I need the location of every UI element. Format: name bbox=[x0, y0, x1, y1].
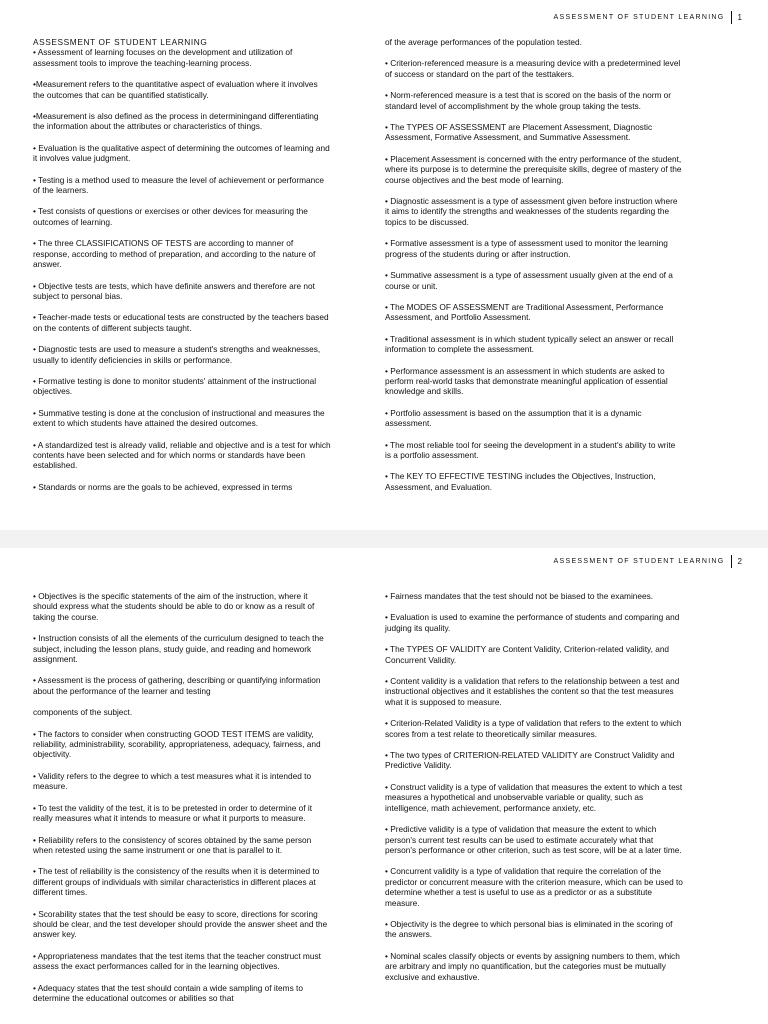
paragraph: • Objectives is the specific statements of the aim of the instruction, where it should express what the students should be able to do or know as a result of taking the course. bbox=[33, 591, 315, 622]
paragraph: • Performance assessment is an assessment in which students are asked to perform real-world tasks that demonstrate meaningful application of essential knowledge and skills. bbox=[385, 365, 668, 397]
paragraph: components of the subject. bbox=[33, 707, 133, 718]
paragraph: • Placement Assessment is concerned with the entry performance of the student, where its purpose is to determine the prerequisite skills, degree of mastery of the course objectives and the best mode of learning. bbox=[385, 153, 682, 185]
paragraph: • Appropriateness mandates that the test items that the teacher construct must assess the exact performances called for in the learning objectives. bbox=[33, 950, 321, 972]
paragraph: • Concurrent validity is a type of validation that require the correlation of the predictor or concurrent measure with the criterion measure, which can be used to determine whether a test is useful to use as a predictor or as a substitute measure. bbox=[385, 866, 683, 908]
paragraph: • Scorability states that the test should be easy to score, directions for scoring should be clear, and the test developer should provide the answer sheet and the answer key. bbox=[33, 908, 328, 940]
paragraph: • Criterion-referenced measure is a measuring device with a predetermined level of success or standard on the part of the testtakers. bbox=[385, 58, 681, 79]
paragraph: • Content validity is a validation that refers to the relationship between a test and instructional objectives and it establishes the content so that the test measures what it is supposed to measure. bbox=[385, 676, 680, 707]
page-header bbox=[554, 11, 742, 24]
document-page-2 bbox=[0, 548, 768, 1024]
document-title: ASSESSMENT OF STUDENT LEARNING bbox=[33, 37, 208, 47]
paragraph: • Summative testing is done at the conclusion of instructional and measures the extent to which students have attained the desired outcomes. bbox=[33, 407, 325, 429]
page-separator bbox=[0, 530, 768, 548]
paragraph: • Construct validity is a type of validation that measures the extent to which a test measures a hypothetical and unobservable variable or quality, such as intelligence, math achievement, performance anxiety, etc. bbox=[385, 781, 683, 813]
paragraph: • The KEY TO EFFECTIVE TESTING includes the Objectives, Instruction, Assessment, and Evaluation. bbox=[385, 471, 656, 492]
header-divider bbox=[731, 11, 732, 24]
paragraph: of the average performances of the population tested. bbox=[385, 37, 582, 47]
paragraph: •Measurement refers to the quantitative aspect of evaluation where it involves the outcomes that can be quantified statistically. bbox=[33, 79, 318, 100]
left-column bbox=[33, 37, 331, 492]
paragraph: • Adequacy states that the test should contain a wide sampling of items to determine the educational outcomes or abilities so that bbox=[33, 982, 303, 1003]
paragraph: • Formative testing is done to monitor students' attainment of the instructional objectives. bbox=[33, 375, 317, 397]
paragraph: • Nominal scales classify objects or events by assigning numbers to them, which are arbitrary and imply no quantification, but the categories must be mutually exclusive and exhaustive. bbox=[385, 950, 680, 982]
paragraph: • Evaluation is the qualitative aspect of determining the outcomes of learning and it involves value judgment. bbox=[33, 142, 330, 164]
paragraph: • Testing is a method used to measure the level of achievement or performance of the learners. bbox=[33, 174, 324, 196]
page-header bbox=[554, 555, 742, 568]
paragraph: • A standardized test is already valid, reliable and objective and is a test for which contents have been selected and for which norms or standards have been established. bbox=[33, 439, 331, 471]
paragraph: • Objective tests are tests, which have definite answers and therefore are not subject to personal bias. bbox=[33, 280, 315, 301]
paragraph: • Validity refers to the degree to which a test measures what it is intended to measure. bbox=[33, 770, 312, 792]
paragraph: • Formative assessment is a type of assessment used to monitor the learning progress of the students during or after instruction. bbox=[385, 238, 668, 259]
page-number: 2 bbox=[737, 557, 742, 566]
paragraph: • Predictive validity is a type of validation that measure the extent to which person's current test results can be used to estimate accurately what that person's performance or other criterion, such as test score, will be at a later time. bbox=[385, 824, 682, 855]
paragraph: • Reliability refers to the consistency of scores obtained by the same person when retested using the same instrument or one that is parallel to it. bbox=[33, 834, 312, 855]
paragraph: • The TYPES OF ASSESSMENT are Placement Assessment, Diagnostic Assessment, Formative Assessment, and Summative Assessment. bbox=[385, 122, 653, 143]
header-divider bbox=[731, 555, 732, 568]
paragraph: • Teacher-made tests or educational tests are constructed by the teachers based on the contents of different subjects taught. bbox=[33, 312, 329, 333]
paragraph: • Diagnostic tests are used to measure a student's strengths and weaknesses, usually to identify deficiencies in skills or performance. bbox=[33, 344, 321, 365]
paragraph: • Traditional assessment is in which student typically select an answer or recall information to complete the assessment. bbox=[385, 333, 674, 355]
paragraph: • The three CLASSIFICATIONS OF TESTS are according to manner of response, according to method of preparation, and according to the nature of answer. bbox=[33, 238, 316, 270]
paragraph: • Fairness mandates that the test should not be biased to the examinees. bbox=[385, 591, 654, 601]
paragraph: • The two types of CRITERION-RELATED VALIDITY are Construct Validity and Predictive Validity. bbox=[385, 750, 675, 771]
right-column bbox=[385, 37, 683, 492]
paragraph: • Portfolio assessment is based on the assumption that it is a dynamic assessment. bbox=[385, 407, 642, 429]
paragraph: • Objectivity is the degree to which personal bias is eliminated in the scoring of the answers. bbox=[385, 918, 673, 940]
paragraph: • Test consists of questions or exercises or other devices for measuring the outcomes of learning. bbox=[33, 206, 308, 227]
left-column bbox=[33, 591, 331, 1003]
paragraph: • The test of reliability is the consistency of the results when it is determined to different groups of individuals with similar characteristics in different places at different times. bbox=[33, 866, 320, 898]
paragraph: •Measurement is also defined as the process in determiningand differentiating the information about the attributes or characteristics of things. bbox=[33, 111, 319, 132]
paragraph: • Evaluation is used to examine the performance of students and comparing and judging its quality. bbox=[385, 612, 680, 633]
paragraph: • Criterion-Related Validity is a type of validation that refers to the extent to which scores from a test relate to theoretically similar measures. bbox=[385, 718, 682, 739]
paragraph: • Diagnostic assessment is a type of assessment given before instruction where it aims to identify the strengths and weaknesses of the students regarding the topics to be discussed. bbox=[385, 196, 678, 227]
paragraph: • The MODES OF ASSESSMENT are Traditional Assessment, Performance Assessment, and Portfolio Assessment. bbox=[385, 301, 664, 323]
paragraph: • Assessment of learning focuses on the development and utilization of assessment tools to improve the teaching-learning process. bbox=[33, 47, 293, 68]
right-column bbox=[385, 591, 683, 982]
page-number: 1 bbox=[737, 13, 742, 22]
paragraph: • To test the validity of the test, it is to be pretested in order to determine of it really measures what it intends to measure or what it purports to measure. bbox=[33, 802, 312, 824]
paragraph: • Norm-referenced measure is a test that is scored on the basis of the norm or standard level of accomplishment by the whole group taking the tests. bbox=[385, 90, 672, 111]
header-title: ASSESSMENT OF STUDENT LEARNING bbox=[553, 558, 725, 565]
paragraph: • The TYPES OF VALIDITY are Content Validity, Criterion-related validity, and Concurrent Validity. bbox=[385, 644, 670, 665]
paragraph: • Instruction consists of all the elements of the curriculum designed to teach the subject, including the lesson plans, study guide, and reading and homework assignment. bbox=[33, 633, 324, 665]
paragraph: • Assessment is the process of gathering, describing or quantifying information about the performance of the learner and testing bbox=[33, 675, 321, 696]
paragraph: • Summative assessment is a type of assessment usually given at the end of a course or unit. bbox=[385, 270, 673, 291]
paragraph: • Standards or norms are the goals to be achieved, expressed in terms bbox=[33, 481, 293, 492]
paragraph: • The most reliable tool for seeing the development in a student's ability to write is a portfolio assessment. bbox=[385, 439, 676, 460]
header-title: ASSESSMENT OF STUDENT LEARNING bbox=[553, 14, 725, 21]
paragraph: • The factors to consider when constructing GOOD TEST ITEMS are validity, reliability, administrability, scorability, appropriateness, adequacy, fairness, and objectivity. bbox=[33, 728, 321, 760]
